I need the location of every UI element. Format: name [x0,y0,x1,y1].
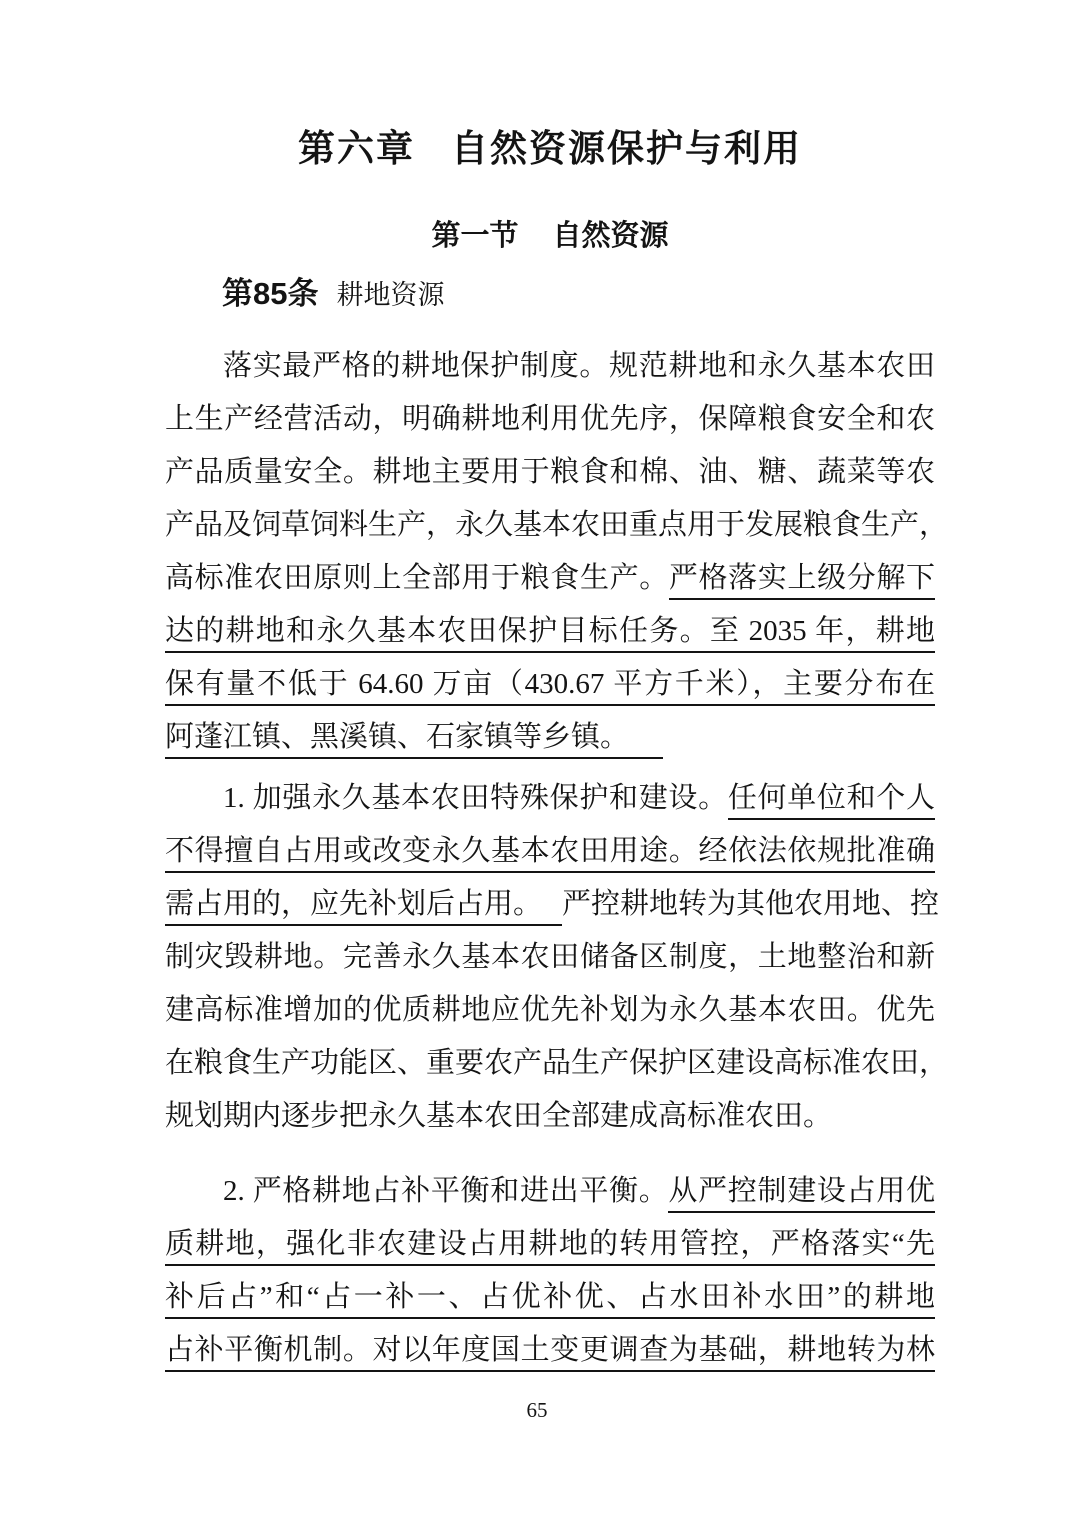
chapter-heading [165,128,935,172]
paragraph [165,340,949,764]
underlined-segment: 不得擅自占用或改变永久基本农田用途。经依法依规批准确 [165,835,935,873]
section-title: 自然资源 [552,220,669,252]
text-segment: 建高标准增加的优质耕地应优先补划为永久基本农田。优先 [165,994,935,1026]
paragraph [165,772,949,1143]
chapter-label: 第六章 [298,129,415,170]
body-line [165,772,935,825]
paragraph [165,1165,935,1377]
underlined-segment: 从严控制建设占用优 [668,1175,935,1213]
text-segment: 在粮食生产功能区、重要农产品生产保护区建设高标准农田， [165,1047,949,1079]
body-line [165,605,935,658]
body-line [165,1090,935,1143]
underlined-segment: 严格落实上级分解下 [669,562,935,600]
body-line [165,658,935,711]
body-line [165,393,935,446]
body-line [165,446,935,499]
text-segment: 产品质量安全。耕地主要用于粮食和棉、油、糖、蔬菜等农 [165,456,935,488]
text-segment: 严控耕地转为其他农用地、控 [562,888,940,920]
body-line [165,1271,935,1324]
body-line [165,825,935,878]
underlined-segment: 质耕地，强化非农建设占用耕地的转用管控，严格落实“先 [165,1228,935,1266]
body-line [165,1037,949,1090]
underlined-segment: 达的耕地和永久基本农田保护目标任务。至 2035 年，耕地 [165,615,935,653]
article-title: 耕地资源 [336,280,445,310]
text-segment: 2. 严格耕地占补平衡和进出平衡。 [223,1175,669,1207]
body-line [165,1165,935,1218]
text-segment: 落实最严格的耕地保护制度。规范耕地和永久基本农田 [223,350,935,382]
text-segment: 产品及饲草饲料生产，永久基本农田重点用于发展粮食生产， [165,509,949,541]
underlined-segment: 任何单位和个人 [728,782,935,820]
body-line [165,1218,935,1271]
text-segment: 1. 加强永久基本农田特殊保护和建设。 [223,782,728,814]
underlined-segment: 保有量不低于 64.60 万亩（430.67 平方千米），主要分布在 [165,668,935,706]
underlined-segment: 补后占”和“占一补一、占优补优、占水田补水田”的耕地 [165,1281,935,1319]
body-line [165,878,940,931]
body-line [165,1324,935,1377]
text-segment: 上生产经营活动，明确耕地利用优先序，保障粮食安全和农 [165,403,935,435]
text-segment: 规划期内逐步把永久基本农田全部建成高标准农田。 [165,1100,833,1132]
chapter-title: 自然资源保护与利用 [451,129,802,170]
body-line [165,552,935,605]
body-line [165,984,935,1037]
body-line [165,499,949,552]
body-line [165,931,935,984]
page-number: 65 [526,1398,548,1422]
body-text [165,340,949,1377]
article-label: 第85条 [222,276,319,311]
body-line [165,340,935,393]
text-segment: 制灾毁耕地。完善永久基本农田储备区制度，土地整治和新 [165,941,935,973]
text-segment: 高标准农田原则上全部用于粮食生产。 [165,562,669,594]
section-heading [165,220,935,252]
underlined-segment: 占补平衡机制。对以年度国土变更调查为基础，耕地转为林 [165,1334,935,1372]
section-label: 第一节 [431,220,519,252]
body-line [165,711,935,764]
underlined-segment: 阿蓬江镇、黑溪镇、石家镇等乡镇。 [165,721,663,759]
underlined-segment: 需占用的，应先补划后占用。 [165,888,562,926]
article-heading [165,276,935,318]
